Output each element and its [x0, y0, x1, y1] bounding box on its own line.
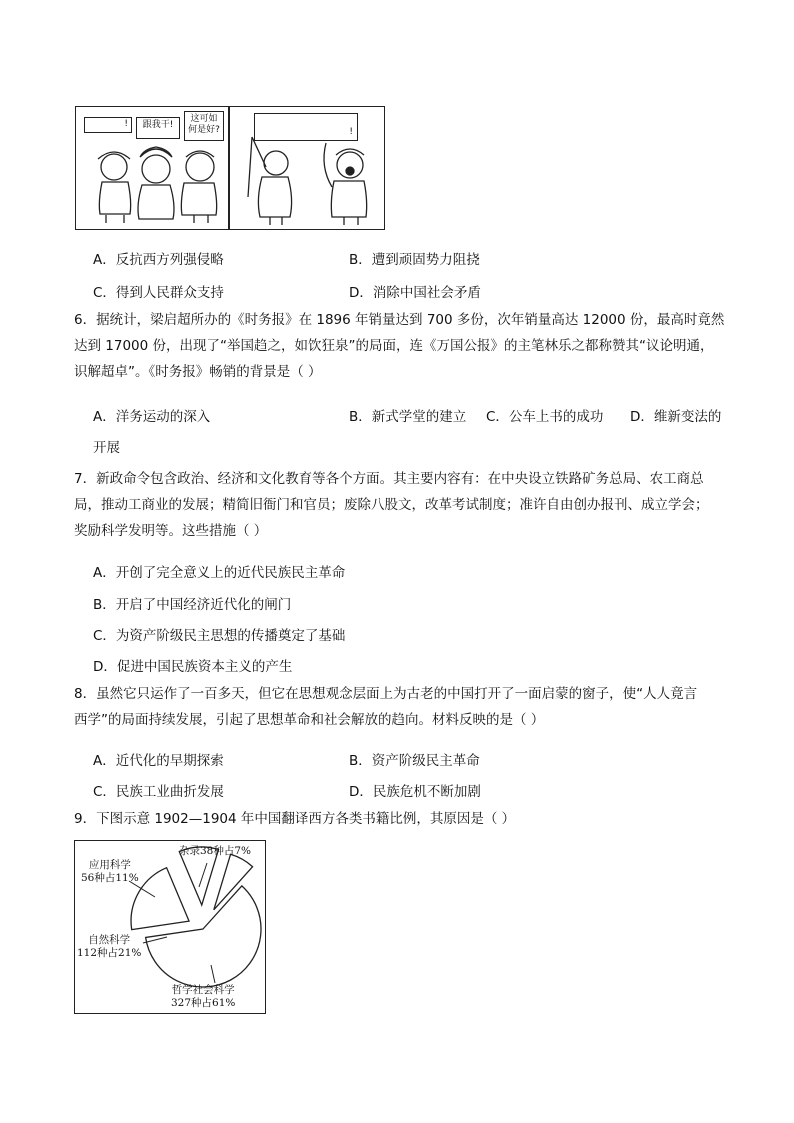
pie-label-natural-science: 自然科学 112种占21% — [77, 934, 142, 959]
question-6-stem: 6．据统计，梁启超所办的《时务报》在 1896 年销量达到 700 多份，次年销量高达 12000 份，最高时竟然 达到 17000 份，出现了“举国趋之，如饮狂泉”的局面，连《万国公报》的主笔林乐之都称赞其“议论明通， 识解超卓”。《时务报》畅销的背景是（ ） — [74, 312, 725, 380]
option-d[interactable]: D．民族危机不断加剧 — [349, 784, 481, 800]
question-7-stem: 7．新政命令包含政治、经济和文化教育等各个方面。其主要内容有：在中央设立铁路矿务总局、农工商总 局，推动工商业的发展；精简旧衙门和官员；废除八股文，改革考试制度；准许自由创办报刊、成立学会； 奖励科学发明等。这些措施（ ） — [74, 471, 709, 539]
option-c[interactable]: C．民族工业曲折发展 — [93, 784, 224, 800]
option-d[interactable]: D．维新变法的 — [630, 409, 722, 425]
option-a[interactable]: A．开创了完全意义上的近代民族民主革命 — [93, 565, 346, 581]
option-b[interactable]: B．新式学堂的建立 — [349, 409, 467, 425]
speech-bubble: 这可如 何是好? — [184, 111, 224, 141]
option-b[interactable]: B．资产阶级民主革命 — [349, 753, 480, 769]
option-b[interactable]: B．开启了中国经济近代化的闸门 — [93, 597, 292, 613]
option-a[interactable]: A．反抗西方列强侵略 — [93, 252, 224, 268]
pie-label-applied-science: 应用科学 56种占11% — [81, 859, 139, 884]
pie-label-misc: 杂录38种占7% — [179, 845, 252, 857]
pie-slice-natural-science — [131, 868, 189, 930]
option-d[interactable]: D．消除中国社会矛盾 — [349, 285, 481, 301]
option-b[interactable]: B．遭到顽固势力阻挠 — [349, 252, 480, 268]
speech-bubble: ! — [84, 117, 132, 133]
option-d-continued: 开展 — [93, 440, 120, 456]
option-c[interactable]: C．公车上书的成功 — [486, 409, 604, 425]
question-9-stem: 9．下图示意 1902—1904 年中国翻译西方各类书籍比例，其原因是（ ） — [74, 811, 516, 827]
option-d[interactable]: D．促进中国民族资本主义的产生 — [93, 659, 293, 675]
cartoon-figures — [76, 107, 386, 231]
option-a[interactable]: A．近代化的早期探索 — [93, 753, 224, 769]
cartoon-image — [75, 106, 385, 230]
option-a[interactable]: A．洋务运动的深入 — [93, 409, 211, 425]
option-c[interactable]: C．为资产阶级民主思想的传播奠定了基础 — [93, 628, 346, 644]
pie-chart-figure — [74, 840, 266, 1014]
question-8-stem: 8．虽然它只运作了一百多天，但它在思想观念层面上为古老的中国打开了一面启蒙的窗子，使“人人竟言 西学”的局面持续发展，引起了思想革命和社会解放的趋向。材料反映的是（ ） — [74, 686, 698, 728]
pie-label-philosophy-social-science: 哲学社会科学 327种占61% — [171, 984, 236, 1009]
option-c[interactable]: C．得到人民群众支持 — [93, 285, 224, 301]
speech-bubble: ! — [254, 113, 358, 141]
speech-bubble: 跟我干! — [136, 117, 180, 139]
